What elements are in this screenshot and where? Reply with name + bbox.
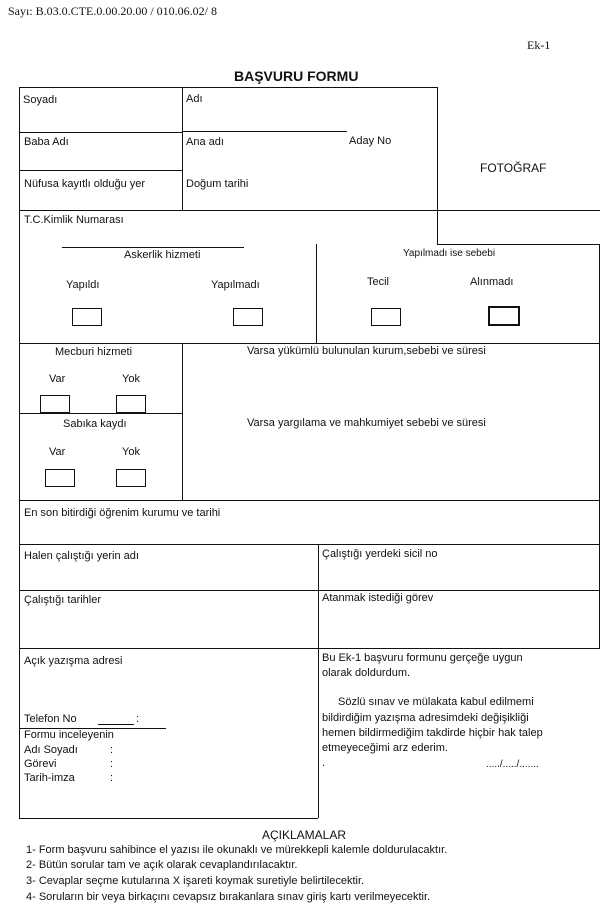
declaration-line-5: hemen bildirmediğim takdirde hiçbir hak talep <box>322 727 543 739</box>
note-item: 4- Soruların bir veya birkaçını cevapsız bırakanlara sınav giriş kartı verilmeyecektir. <box>26 891 431 903</box>
not-done-reason-title: Yapılmadı ise sebebi <box>403 248 496 259</box>
birth-register-label: Nüfusa kayıtlı olduğu yer <box>24 178 146 190</box>
national-id-label: T.C.Kimlik Numarası <box>24 214 124 226</box>
criminal-no-label: Yok <box>122 446 140 458</box>
reviewer-name-colon: : <box>110 744 114 756</box>
military-done-checkbox[interactable] <box>72 308 102 326</box>
address-label: Açık yazışma adresi <box>24 655 123 667</box>
phone-colon: : <box>136 713 140 725</box>
military-not-done-checkbox[interactable] <box>233 308 263 326</box>
education-label: En son bitirdiği öğrenim kurumu ve tarihi <box>24 507 221 519</box>
military-deferred-checkbox[interactable] <box>371 308 401 326</box>
reviewer-date-colon: : <box>110 772 114 784</box>
criminal-no-checkbox[interactable] <box>116 469 146 487</box>
declaration-line-3: Sözlü sınav ve mülakata kabul edilmemi <box>338 696 534 708</box>
military-not-taken-checkbox[interactable] <box>488 306 520 326</box>
birth-date-label: Doğum tarihi <box>186 178 249 190</box>
declaration-date: ...../...../....... <box>486 759 539 770</box>
reference-number: Sayı: B.03.0.CTE.0.00.20.00 / 010.06.02/ 8 <box>8 4 218 18</box>
current-workplace-label: Halen çalıştığı yerin adı <box>24 550 139 562</box>
military-service-title: Askerlik hizmeti <box>124 249 201 261</box>
military-deferred-label: Tecil <box>367 276 390 288</box>
reviewer-position-label: Görevi <box>24 758 57 770</box>
work-dates-label: Çalıştığı tarihler <box>24 594 102 606</box>
military-not-done-label: Yapılmadı <box>211 279 260 291</box>
annex-label: Ek-1 <box>527 38 551 52</box>
military-done-label: Yapıldı <box>66 279 100 291</box>
compulsory-yes-label: Var <box>49 373 66 385</box>
compulsory-no-label: Yok <box>122 373 140 385</box>
criminal-detail-label: Varsa yargılama ve mahkumiyet sebebi ve süresi <box>247 417 486 429</box>
declaration-line-6: etmeyeceğimi arz ederim. <box>322 742 448 754</box>
compulsory-no-checkbox[interactable] <box>116 395 146 413</box>
father-name-label: Baba Adı <box>24 136 69 148</box>
note-item: 1- Form başvuru sahibince el yazısı ile okunaklı ve mürekkepli kalemle doldurulacaktır. <box>26 844 448 856</box>
reviewer-title: Formu inceleyenin <box>24 729 114 741</box>
reviewer-date-label: Tarih-imza <box>24 772 75 784</box>
military-not-taken-label: Alınmadı <box>470 276 514 288</box>
declaration-line-1: Bu Ek-1 başvuru formunu gerçeğe uygun <box>322 652 523 664</box>
photo-placeholder: FOTOĞRAF <box>480 161 547 175</box>
reviewer-position-colon: : <box>110 758 114 770</box>
form-title: BAŞVURU FORMU <box>234 68 359 84</box>
candidate-no-label: Aday No <box>349 135 392 147</box>
compulsory-service-title: Mecburi hizmeti <box>55 346 133 358</box>
criminal-yes-label: Var <box>49 446 66 458</box>
surname-label: Soyadı <box>23 94 58 106</box>
mother-name-label: Ana adı <box>186 136 224 148</box>
compulsory-detail-label: Varsa yükümlü bulunulan kurum,sebebi ve süresi <box>247 345 486 357</box>
declaration-dot: . <box>322 757 326 769</box>
registry-no-label: Çalıştığı yerdeki sicil no <box>322 548 438 560</box>
phone-label: Telefon No <box>24 713 77 725</box>
declaration-line-4: bildirdiğim yazışma adresimdeki değişikliği <box>322 712 529 724</box>
declaration-line-2: olarak doldurdum. <box>322 667 411 679</box>
compulsory-yes-checkbox[interactable] <box>40 395 70 413</box>
note-item: 3- Cevaplar seçme kutularına X işareti koymak suretiyle belirtilecektir. <box>26 875 365 887</box>
criminal-record-title: Sabıka kaydı <box>63 418 127 430</box>
name-label: Adı <box>186 93 203 105</box>
desired-position-label: Atanmak istediği görev <box>322 592 434 604</box>
criminal-yes-checkbox[interactable] <box>45 469 75 487</box>
notes-title: AÇIKLAMALAR <box>262 828 347 842</box>
reviewer-name-label: Adı Soyadı <box>24 744 78 756</box>
note-item: 2- Bütün sorular tam ve açık olarak cevaplandırılacaktır. <box>26 859 298 871</box>
